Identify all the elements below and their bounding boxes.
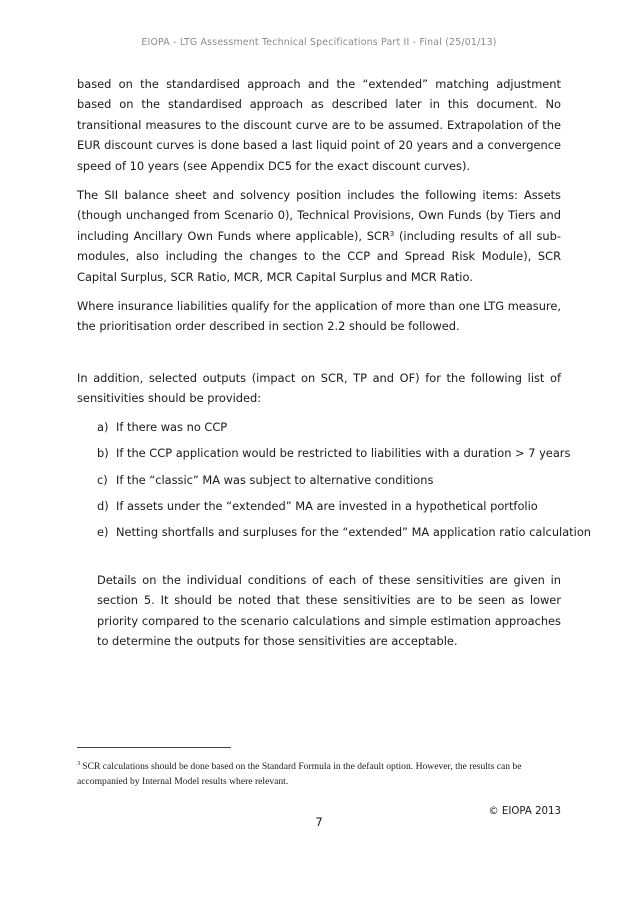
list-item <box>97 417 561 437</box>
paragraph-sensitivities-intro: In addition, selected outputs (impact on SCR, TP and OF) for the following list of sensitivities should be provided: <box>77 370 561 406</box>
paragraph-prioritisation: Where insurance liabilities qualify for the application of more than one LTG measure, the prioritisation order described in section 2.2 should be followed. <box>77 299 561 334</box>
page-header: EIOPA - LTG Assessment Technical Specifications Part II - Final (25/01/13) <box>141 37 497 48</box>
list-item-label: a) <box>97 419 109 434</box>
footnote-reference[interactable]: 3 <box>389 229 395 238</box>
page-number: 7 <box>315 815 323 829</box>
footnote-number: 3 <box>77 760 81 767</box>
paragraph-balance-sheet <box>77 185 561 287</box>
list-item <box>97 443 571 463</box>
list-item-label: c) <box>97 472 108 487</box>
list-item-text: If there was no CCP <box>116 419 228 434</box>
paragraph-sensitivity-details: Details on the individual conditions of each of these sensitivities are given in section 5. It should be noted that these sensitivities are to be seen as lower priority compared to the scenario calculations and simple estimation approaches to determine the outputs for those sensitivities are acceptable. <box>97 572 561 648</box>
list-item-label: b) <box>97 446 109 461</box>
footnote-divider <box>77 747 231 748</box>
balance-sheet-text-end: (including results of all sub-modules, also including the changes to the CCP and Spread Risk Module), SCR Capital Surplus, SCR Ratio, MCR, MCR Capital Surplus and MCR Ratio. <box>77 228 561 284</box>
list-item <box>97 522 592 542</box>
copyright-notice: © EIOPA 2013 <box>488 806 561 817</box>
list-item <box>97 470 561 490</box>
list-item-text: If the CCP application would be restricted to liabilities with a duration > 7 years <box>116 446 571 461</box>
list-item-label: e) <box>97 525 109 540</box>
list-item-text: Netting shortfalls and surpluses for the “extended” MA application ratio calculation <box>116 525 592 540</box>
footnote <box>77 760 561 789</box>
document-body <box>77 74 592 651</box>
list-item-text: If assets under the “extended” MA are invested in a hypothetical portfolio <box>116 498 538 513</box>
sensitivities-list <box>77 417 592 543</box>
list-item-text: If the “classic” MA was subject to alternative conditions <box>116 472 434 487</box>
footnote-text: SCR calculations should be done based on the Standard Formula in the default option. However, the results can be accompanied by Internal Model results where relevant. <box>77 761 522 787</box>
list-item-label: d) <box>97 498 109 513</box>
list-item <box>97 496 561 516</box>
balance-sheet-text-start: The SII balance sheet and solvency position includes the following items: Assets (though unchanged from Scenario 0), Technical Provisions, Own Funds (by Tiers and including Ancillary Own Funds where applicable), SCR <box>77 188 561 243</box>
paragraph-discount-curve: based on the standardised approach and the “extended” matching adjustment based on the standardised approach as described later in this document. No transitional measures to the discount curve are to be assumed. Extrapolation of the EUR discount curves is done based a last liquid point of 20 years and a convergence speed of 10 years (see Appendix DC5 for the exact discount curves). <box>77 77 561 173</box>
